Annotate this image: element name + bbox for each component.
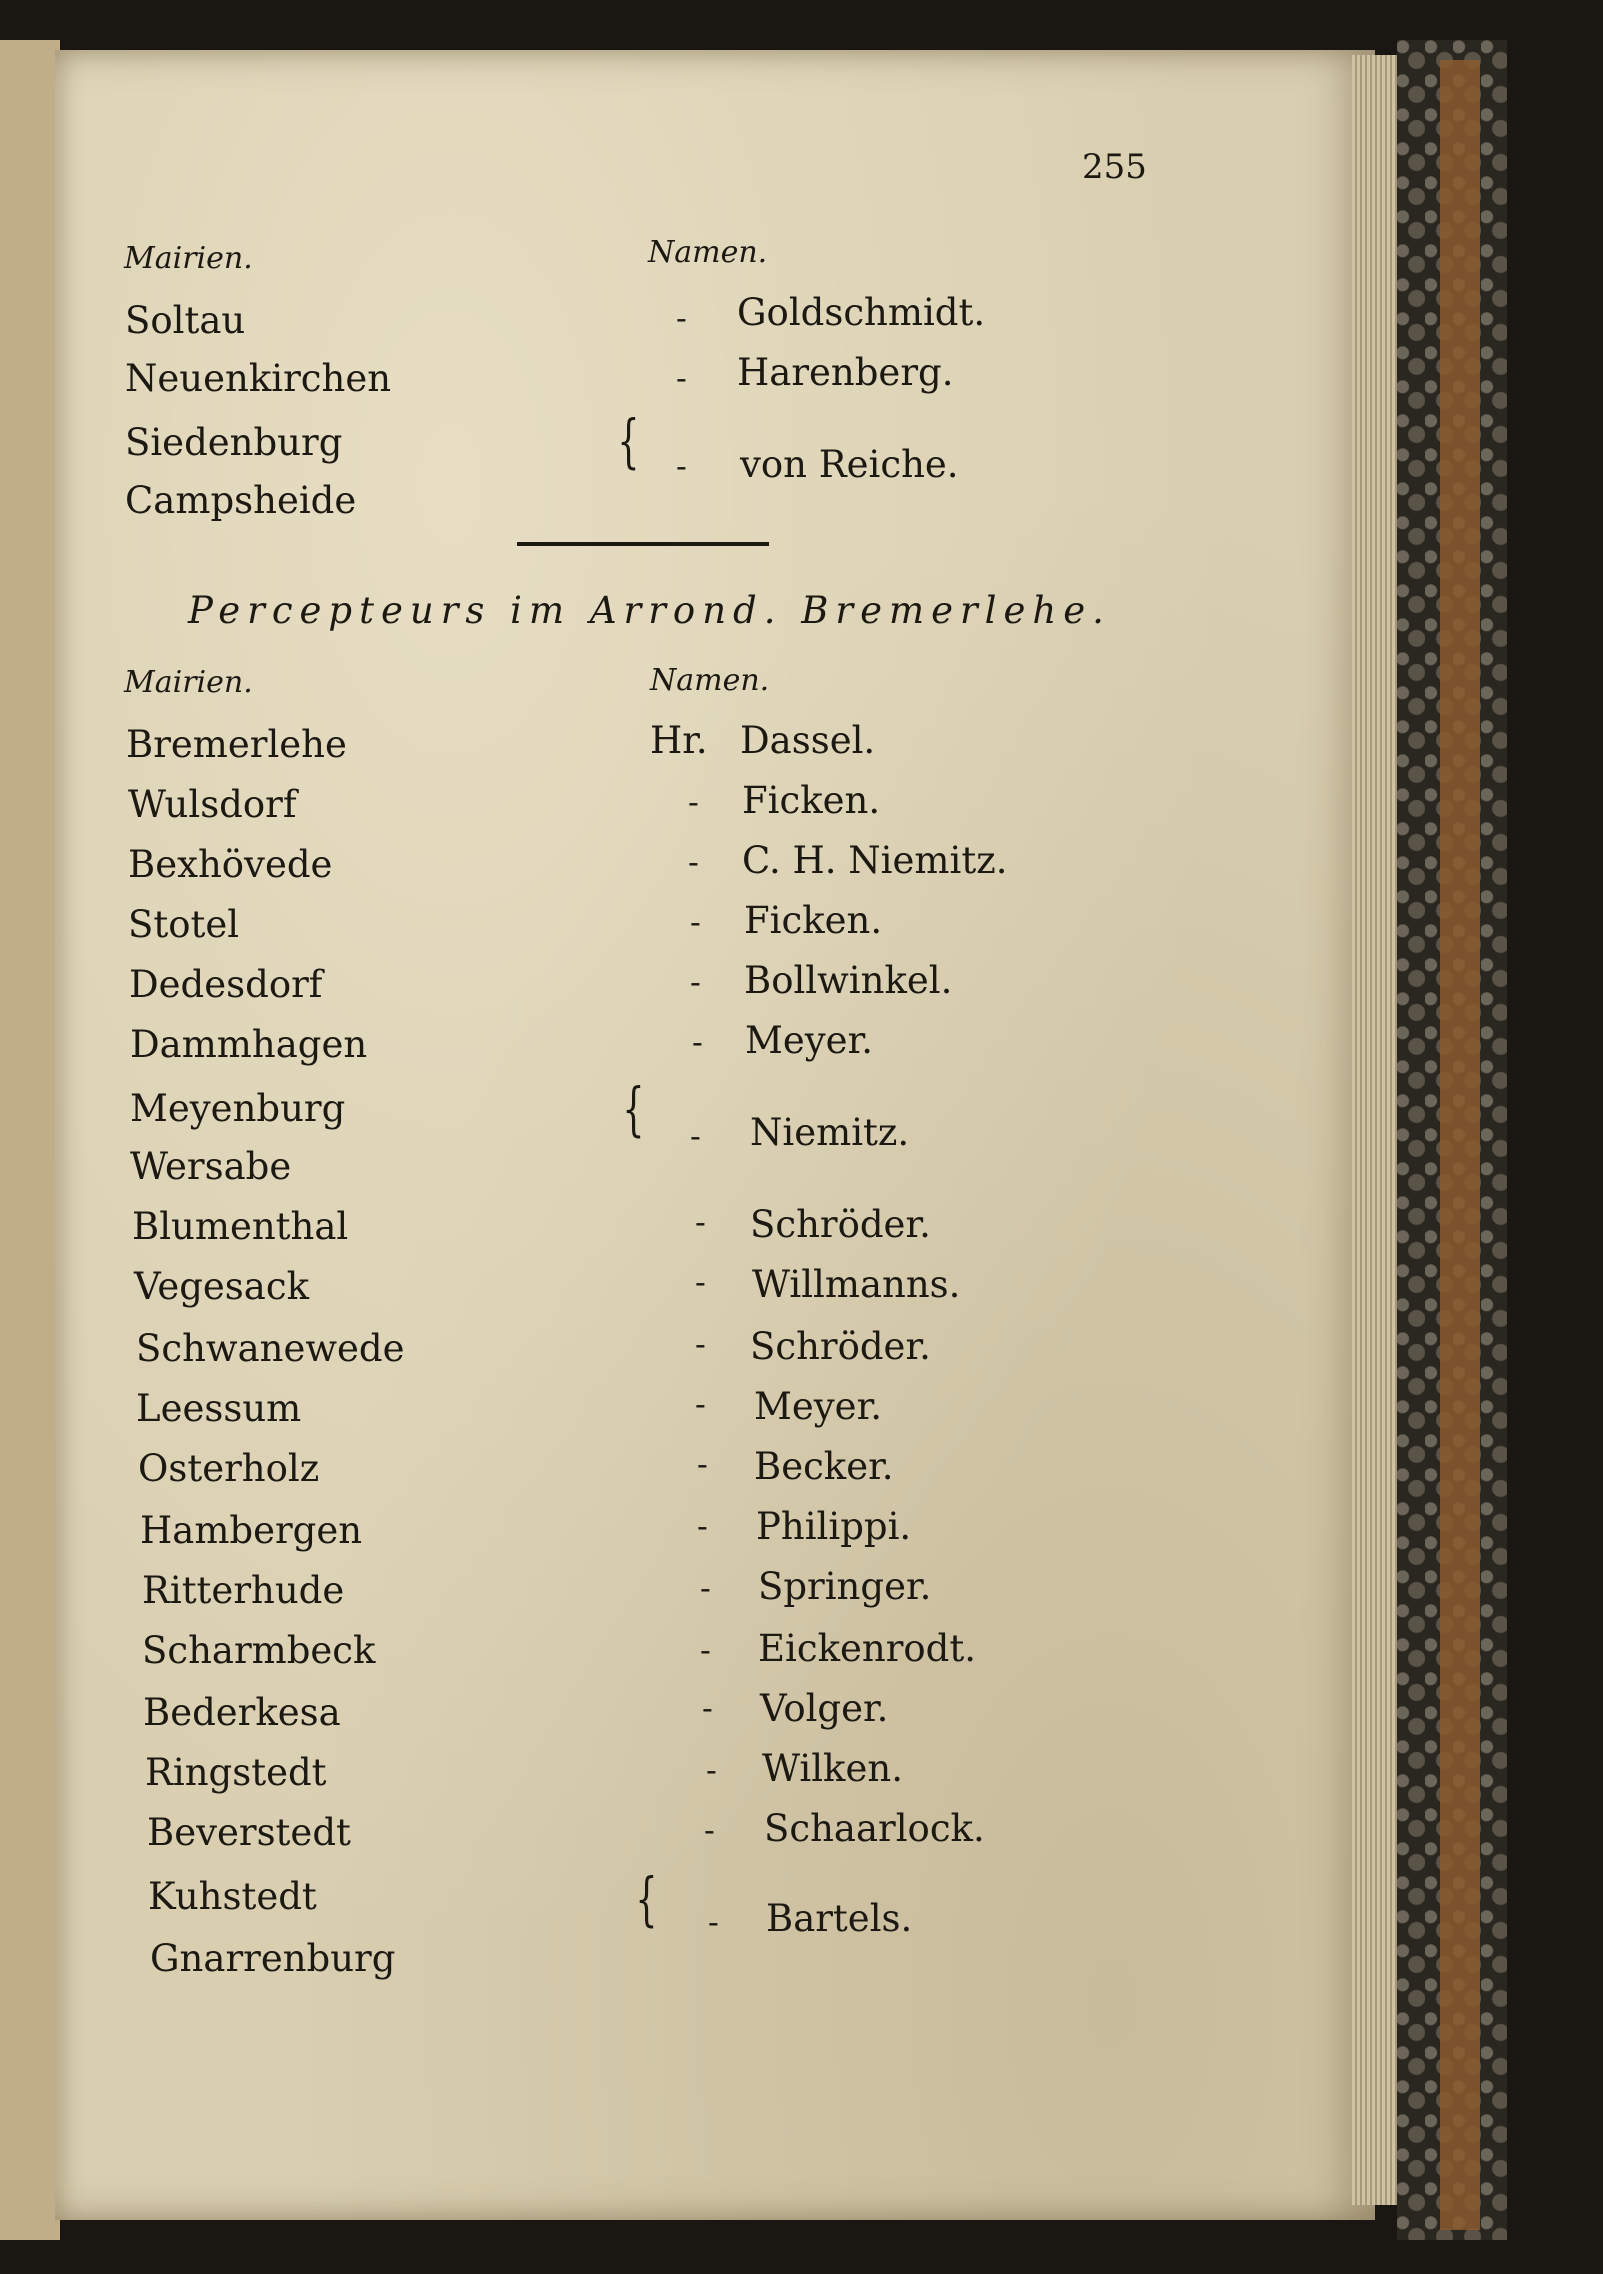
officer-name: Meyer. [754,1385,882,1428]
column-header-mairien: Mairien. [124,241,253,276]
officer-name: Meyer. [745,1019,873,1062]
dash: - [690,903,701,941]
officer-name: Goldschmidt. [737,291,986,334]
dash: - [676,447,687,485]
mairie-name: Ritterhude [142,1569,345,1612]
dash: - [690,963,701,1001]
dash: - [690,1117,701,1155]
mairie-name: Bexhövede [128,843,333,886]
officer-name: Bollwinkel. [744,959,953,1002]
dash: - [695,1385,706,1423]
mairie-name: Vegesack [134,1265,309,1308]
mairie-name: Dedesdorf [129,963,323,1006]
dash: - [695,1325,706,1363]
officer-name: Springer. [758,1565,932,1608]
column-header-mairien: Mairien. [124,665,253,700]
mairie-name: Meyenburg [130,1087,346,1130]
officer-name: Bartels. [766,1897,913,1940]
mairie-name: Gnarrenburg [150,1937,396,1980]
dash: - [695,1263,706,1301]
dash: - [692,1023,703,1061]
officer-name: Becker. [754,1445,894,1488]
dash: - [697,1445,708,1483]
mairie-name: Soltau [125,299,246,342]
mairie-name: Campsheide [125,479,357,522]
dash: - [688,843,699,881]
dash: - [708,1903,719,1941]
dash: - [706,1751,717,1789]
officer-name: C. H. Niemitz. [742,839,1008,882]
dash: - [702,1689,713,1727]
dash: - [704,1811,715,1849]
facing-page-edge [0,40,60,2240]
mairie-name: Beverstedt [147,1811,351,1854]
dash: - [695,1203,706,1241]
page-number: 255 [1082,147,1147,187]
mairie-name: Wersabe [130,1145,292,1188]
mairie-name: Ringstedt [145,1751,327,1794]
dash: - [676,299,687,337]
mairie-name: Schwanewede [136,1327,405,1370]
section-divider [517,542,769,546]
title-hr: Hr. [650,719,708,762]
page-edges [1352,55,1397,2205]
officer-name: Ficken. [742,779,881,822]
officer-name: Harenberg. [737,351,954,394]
column-header-namen: Namen. [648,235,768,270]
mairie-name: Blumenthal [132,1205,349,1248]
officer-name: Wilken. [762,1747,903,1790]
officer-name: Ficken. [744,899,883,942]
officer-name: Eickenrodt. [758,1627,976,1670]
mairie-name: Bremerlehe [126,723,347,766]
officer-name: Schröder. [750,1203,931,1246]
column-header-namen: Namen. [650,663,770,698]
dash: - [676,359,687,397]
mairie-name: Kuhstedt [148,1875,317,1918]
curly-brace: { [635,1865,658,1933]
dash: - [700,1569,711,1607]
dash: - [688,783,699,821]
officer-name: Niemitz. [750,1111,910,1154]
mairie-name: Osterholz [138,1447,320,1490]
curly-brace: { [617,407,640,475]
mairie-name: Stotel [128,903,240,946]
mairie-name: Hambergen [140,1509,363,1552]
officer-name: Schröder. [750,1325,931,1368]
officer-name: von Reiche. [740,443,959,486]
officer-name: Willmanns. [752,1263,961,1306]
dash: - [697,1507,708,1545]
mairie-name: Bederkesa [143,1691,341,1734]
mairie-name: Leessum [136,1387,302,1430]
mairie-name: Dammhagen [130,1023,368,1066]
mairie-name: Neuenkirchen [125,357,392,400]
leather-spine-edge [1440,60,1480,2230]
mairie-name: Scharmbeck [142,1629,376,1672]
officer-name: Schaarlock. [764,1807,985,1850]
dash: - [700,1631,711,1669]
mairie-name: Wulsdorf [128,783,297,826]
officer-name: Philippi. [756,1505,912,1548]
officer-name: Dassel. [740,719,876,762]
curly-brace: { [622,1075,645,1143]
officer-name: Volger. [760,1687,889,1730]
mairie-name: Siedenburg [125,421,343,464]
section-title: Percepteurs im Arrond. Bremerlehe. [188,589,1111,632]
